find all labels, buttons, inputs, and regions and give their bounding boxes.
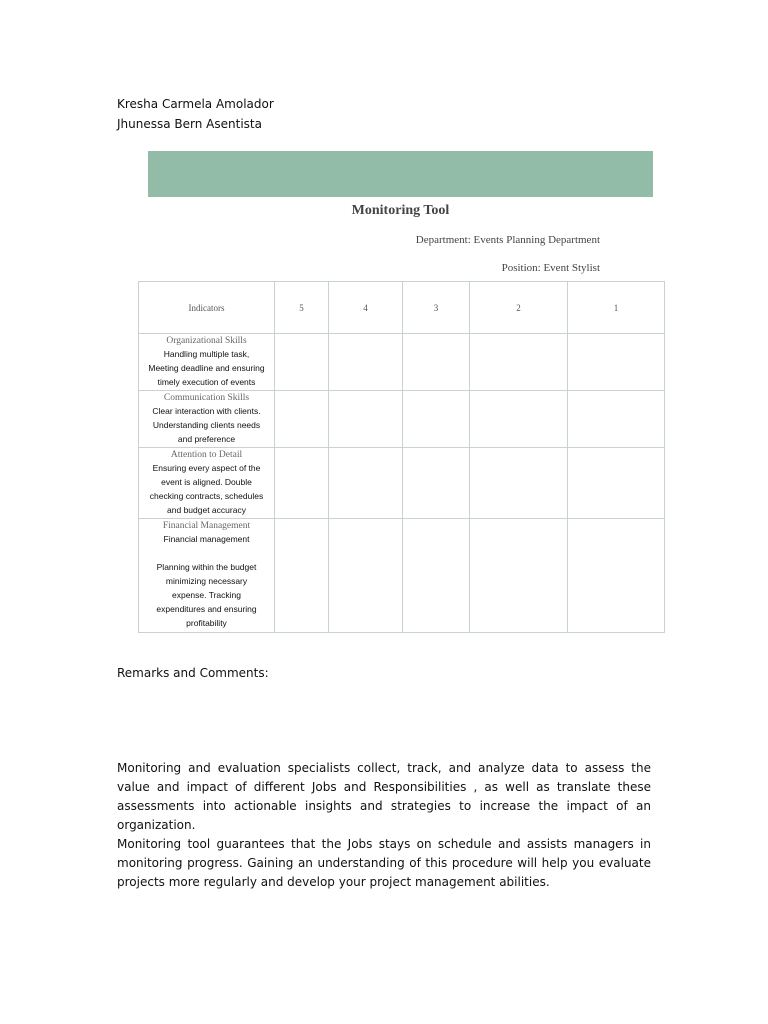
indicator-cell	[139, 334, 275, 391]
indicator-cell	[139, 448, 275, 519]
rating-cell-3[interactable]	[403, 519, 470, 633]
indicator-desc-line: profitability	[186, 618, 227, 628]
indicator-desc-line: expense. Tracking	[172, 590, 241, 600]
spacer	[139, 546, 274, 560]
rating-cell-2[interactable]	[470, 448, 568, 519]
table-row	[139, 448, 665, 519]
rating-cell-1[interactable]	[568, 391, 665, 448]
indicator-heading: Organizational Skills	[166, 336, 247, 346]
header-rating-1: 1	[568, 282, 665, 334]
header-rating-5: 5	[275, 282, 329, 334]
rating-cell-4[interactable]	[329, 391, 403, 448]
indicator-desc-line: Understanding clients needs	[152, 420, 261, 430]
rating-cell-2[interactable]	[470, 334, 568, 391]
rating-cell-5[interactable]	[275, 519, 329, 633]
indicator-desc-line: minimizing necessary	[165, 576, 248, 586]
rating-cell-3[interactable]	[403, 334, 470, 391]
position-label: Position: Event Stylist	[501, 262, 600, 274]
monitoring-table	[138, 281, 665, 633]
rating-cell-2[interactable]	[470, 519, 568, 633]
rating-cell-4[interactable]	[329, 334, 403, 391]
indicator-desc-line: timely execution of events	[157, 377, 256, 387]
author-name-2: Jhunessa Bern Asentista	[117, 117, 262, 131]
indicator-heading: Financial Management	[162, 521, 251, 531]
indicator-desc-line: checking contracts, schedules	[149, 491, 264, 501]
indicator-desc-line: and budget accuracy	[167, 505, 246, 515]
author-name-1: Kresha Carmela Amolador	[117, 97, 274, 111]
indicator-desc-line: Ensuring every aspect of the	[152, 463, 261, 473]
rating-cell-5[interactable]	[275, 448, 329, 519]
rating-cell-5[interactable]	[275, 334, 329, 391]
body-paragraph-2: Monitoring tool guarantees that the Jobs stays on schedule and assists managers in monitoring progress. Gaining an understanding of this procedure will help you evaluate projects more regularly and develop your project management abilities.	[117, 837, 651, 889]
indicator-desc-line: Planning within the budget	[156, 562, 257, 572]
indicator-desc-line: and preference	[177, 434, 236, 444]
table-row	[139, 391, 665, 448]
indicator-desc-line: Financial management	[163, 534, 250, 544]
rating-cell-1[interactable]	[568, 519, 665, 633]
rating-cell-2[interactable]	[470, 391, 568, 448]
rating-cell-1[interactable]	[568, 448, 665, 519]
rating-cell-4[interactable]	[329, 448, 403, 519]
indicator-cell	[139, 519, 275, 633]
remarks-label: Remarks and Comments:	[117, 666, 269, 680]
indicator-desc-line: event is aligned. Double	[161, 477, 252, 487]
tool-title: Monitoring Tool	[351, 203, 450, 218]
indicator-heading: Attention to Detail	[170, 450, 243, 460]
body-paragraph-1: Monitoring and evaluation specialists collect, track, and analyze data to assess the value and impact of different Jobs and Responsibilities , as well as translate these assessments into actionable insights and strategies to increase the impact of an organization.	[117, 761, 651, 832]
rating-cell-3[interactable]	[403, 448, 470, 519]
table-row	[139, 519, 665, 633]
rating-cell-4[interactable]	[329, 519, 403, 633]
indicator-desc-line: Handling multiple task,	[163, 349, 250, 359]
header-rating-2: 2	[470, 282, 568, 334]
table-header-row	[139, 282, 665, 334]
rating-cell-5[interactable]	[275, 391, 329, 448]
rating-cell-1[interactable]	[568, 334, 665, 391]
indicator-heading: Communication Skills	[163, 393, 250, 403]
indicator-cell	[139, 391, 275, 448]
indicator-desc-line: Clear interaction with clients.	[152, 406, 261, 416]
indicator-desc-line: Meeting deadline and ensuring	[148, 363, 265, 373]
table-row	[139, 334, 665, 391]
indicator-desc-line: expenditures and ensuring	[156, 604, 257, 614]
header-indicators: Indicators	[139, 282, 275, 334]
header-rating-4: 4	[329, 282, 403, 334]
tool-banner	[148, 151, 653, 197]
header-rating-3: 3	[403, 282, 470, 334]
rating-cell-3[interactable]	[403, 391, 470, 448]
department-label: Department: Events Planning Department	[415, 234, 600, 246]
